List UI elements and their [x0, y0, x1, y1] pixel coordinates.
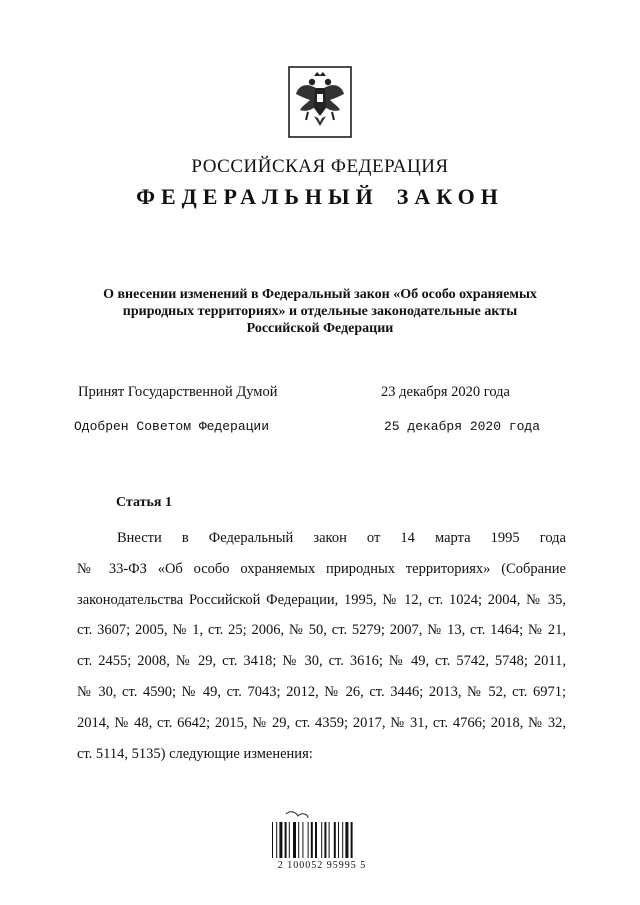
- article-line: ст. 3607; 2005, № 1, ст. 25; 2006, № 50, ст. 5279; 2007, № 13, ст. 1464; № 21,: [77, 622, 566, 639]
- law-title-line: Российской Федерации: [246, 321, 394, 336]
- law-title-line: О внесении изменений в Федеральный закон «Об особо охраняемых: [103, 287, 537, 302]
- law-title: [60, 286, 580, 337]
- duma-adoption-date: 23 декабря 2020 года: [381, 384, 510, 400]
- council-approval-label: Одобрен Советом Федерации: [74, 419, 270, 434]
- article-heading: Статья 1: [116, 495, 172, 510]
- duma-adoption-label: Принят Государственной Думой: [78, 384, 278, 400]
- article-line: Внести в Федеральный закон от 14 марта 1995 года: [117, 530, 566, 546]
- law-title-line: природных территориях» и отдельные законодательные акты: [122, 304, 518, 319]
- barcode-icon: [268, 810, 372, 860]
- article-line: ст. 2455; 2008, № 29, ст. 3418; № 30, ст. 3616; № 49, ст. 5742, 5748; 2011,: [77, 653, 566, 670]
- council-approval-date: 25 декабря 2020 года: [384, 419, 541, 434]
- document-type-word-2: ЗАКОН: [396, 184, 504, 209]
- coat-of-arms-icon: [286, 64, 354, 140]
- article-line: законодательства Российской Федерации, 1995, № 12, ст. 1024; 2004, № 35,: [77, 591, 566, 608]
- document-type-word-1: ФЕДЕРАЛЬНЫЙ: [136, 184, 379, 209]
- article-line: 2014, № 48, ст. 6642; 2015, № 29, ст. 4359; 2017, № 31, ст. 4766; 2018, № 32,: [77, 714, 566, 731]
- article-body: [77, 523, 566, 769]
- article-line: ст. 5114, 5135) следующие изменения:: [77, 745, 313, 762]
- article-line: № 33-ФЗ «Об особо охраняемых природных территориях» (Собрание: [77, 560, 566, 577]
- document-type: [0, 184, 640, 210]
- barcode-number: 2 100052 95995 5: [277, 860, 367, 871]
- country-name: РОССИЙСКАЯ ФЕДЕРАЦИЯ: [191, 156, 449, 177]
- article-line: № 30, ст. 4590; № 49, ст. 7043; 2012, № 26, ст. 3446; 2013, № 52, ст. 6971;: [77, 683, 566, 700]
